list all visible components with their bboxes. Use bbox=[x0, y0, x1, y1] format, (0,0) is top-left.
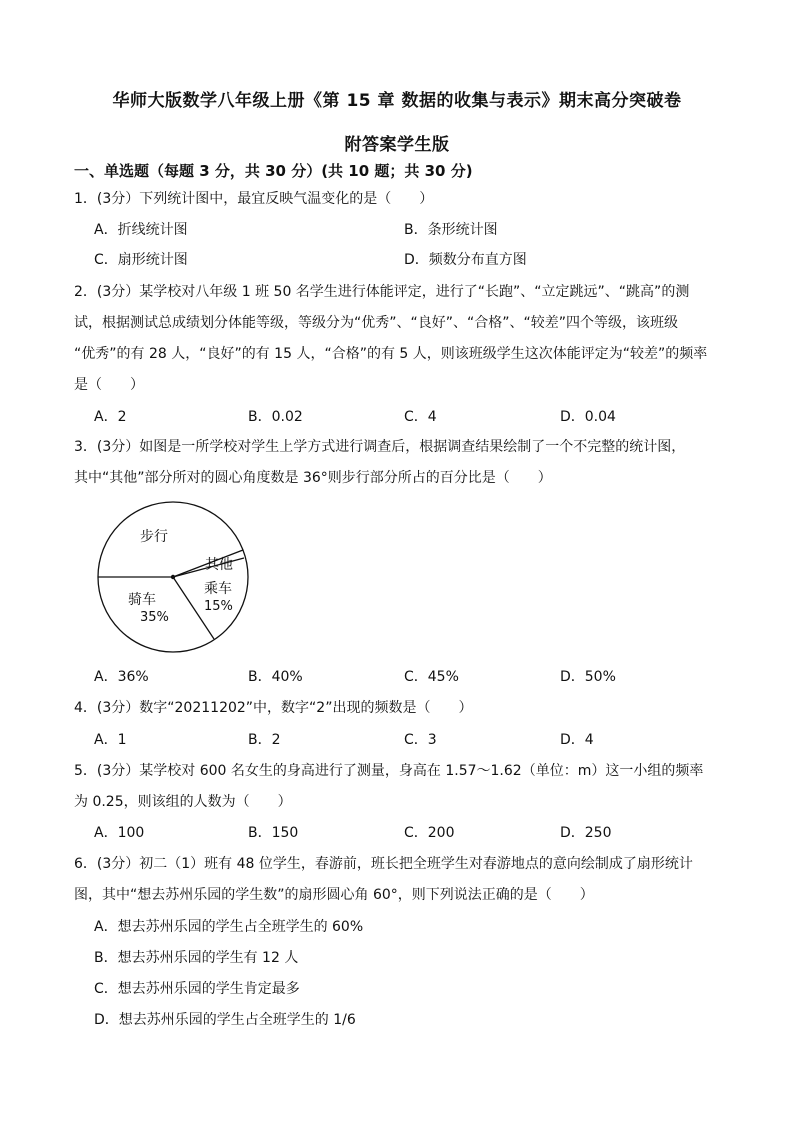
question-4-option-a: A．1 bbox=[94, 732, 127, 748]
question-1-option-c: C．扇形统计图 bbox=[94, 252, 188, 268]
question-2-option-c: C．4 bbox=[404, 409, 437, 425]
question-2-line-1: 2．(3分）某学校对八年级 1 班 50 名学生进行体能评定，进行了“长跑”、“立定跳远”、“跳高”的测 bbox=[74, 284, 690, 300]
question-2-line-3: “优秀”的有 28 人，“良好”的有 15 人，“合格”的有 5 人，则该班级学生这次体能评定为“较差”的频率 bbox=[74, 346, 708, 362]
question-3-line-2: 其中“其他”部分所对的圆心角度数是 36°则步行部分所占的百分比是（ ） bbox=[74, 470, 552, 486]
question-1-option-a: A．折线统计图 bbox=[94, 222, 188, 238]
question-6-option-d: D．想去苏州乐园的学生占全班学生的 1/6 bbox=[94, 1012, 356, 1028]
question-2-line-4: 是（ ） bbox=[74, 377, 144, 393]
question-1-option-b: B．条形统计图 bbox=[404, 222, 498, 238]
question-4-option-b: B．2 bbox=[248, 732, 281, 748]
question-5-option-d: D．250 bbox=[560, 825, 612, 841]
question-6-option-b: B．想去苏州乐园的学生有 12 人 bbox=[94, 950, 299, 966]
question-4-option-c: C．3 bbox=[404, 732, 437, 748]
question-6-option-c: C．想去苏州乐园的学生肯定最多 bbox=[94, 981, 300, 997]
question-4-option-d: D．4 bbox=[560, 732, 594, 748]
pie-label-bike: 骑车 bbox=[128, 592, 156, 608]
question-3-option-a: A．36% bbox=[94, 669, 149, 685]
pie-label-bike-pct: 35% bbox=[140, 610, 169, 625]
question-3-line-1: 3．(3分）如图是一所学校对学生上学方式进行调查后，根据调查结果绘制了一个不完整的统计图， bbox=[74, 439, 686, 455]
question-5-line-1: 5．(3分）某学校对 600 名女生的身高进行了测量，身高在 1.57～1.62（单位：m）这一小组的频率 bbox=[74, 763, 704, 779]
question-5-option-b: B．150 bbox=[248, 825, 299, 841]
question-1-option-d: D．频数分布直方图 bbox=[404, 252, 527, 268]
question-3-option-c: C．45% bbox=[404, 669, 459, 685]
page-subtitle: 附答案学生版 bbox=[344, 135, 450, 155]
question-2-option-b: B．0.02 bbox=[248, 409, 303, 425]
question-6-option-a: A．想去苏州乐园的学生占全班学生的 60% bbox=[94, 919, 364, 935]
question-6-line-2: 图，其中“想去苏州乐园的学生数”的扇形圆心角 60°，则下列说法正确的是（ ） bbox=[74, 887, 594, 903]
question-2-line-2: 试，根据测试总成绩划分体能等级，等级分为“优秀”、“良好”、“合格”、“较差”四个等级，该班级 bbox=[74, 315, 679, 331]
question-5-line-2: 为 0.25，则该组的人数为（ ） bbox=[74, 794, 292, 810]
question-5-option-a: A．100 bbox=[94, 825, 145, 841]
pie-label-bus-pct: 15% bbox=[204, 599, 233, 614]
section-heading: 一、单选题（每题 3 分，共 30 分）(共 10 题；共 30 分) bbox=[74, 162, 473, 180]
pie-center-dot bbox=[171, 575, 175, 579]
question-5-option-c: C．200 bbox=[404, 825, 455, 841]
pie-label-bus: 乘车 bbox=[204, 581, 232, 597]
question-2-option-d: D．0.04 bbox=[560, 409, 616, 425]
question-4-text: 4．(3分）数字“20211202”中，数字“2”出现的频数是（ ） bbox=[74, 700, 473, 716]
question-1-text: 1．(3分）下列统计图中，最宜反映气温变化的是（ ） bbox=[74, 191, 434, 207]
transport-pie-figure bbox=[92, 497, 256, 661]
question-6-line-1: 6．(3分）初二（1）班有 48 位学生，春游前，班长把全班学生对春游地点的意向绘制成了扇形统计 bbox=[74, 856, 693, 872]
question-3-option-b: B．40% bbox=[248, 669, 303, 685]
page-title: 华师大版数学八年级上册《第 15 章 数据的收集与表示》期末高分突破卷 bbox=[112, 91, 682, 111]
pie-label-walk: 步行 bbox=[140, 529, 168, 545]
pie-label-other: 其他 bbox=[205, 557, 233, 573]
question-2-option-a: A．2 bbox=[94, 409, 127, 425]
question-3-option-d: D．50% bbox=[560, 669, 616, 685]
